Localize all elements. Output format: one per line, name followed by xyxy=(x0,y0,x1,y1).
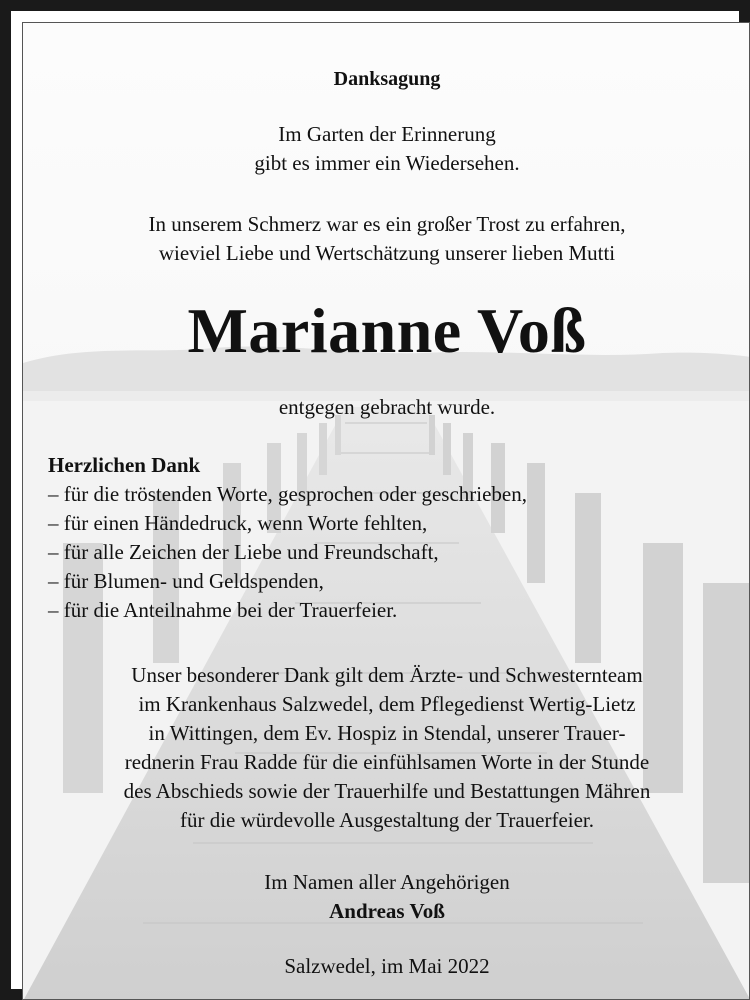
intro-line: wieviel Liebe und Wertschätzung unserer lieben Mutti xyxy=(158,241,616,265)
special-thanks-line: Unser besonderer Dank gilt dem Ärzte- und Schwesternteam xyxy=(131,663,643,687)
special-thanks-line: des Abschieds sowie der Trauerhilfe und Bestattungen Mähren xyxy=(123,779,651,803)
thanks-list-heading: Herzlichen Dank xyxy=(48,453,201,477)
notice-inner xyxy=(22,22,750,1000)
signature-line: Im Namen aller Angehörigen xyxy=(264,870,510,894)
place-date: Salzwedel, im Mai 2022 xyxy=(284,954,490,978)
poem xyxy=(23,120,750,178)
list-item: – für alle Zeichen der Liebe und Freundschaft, xyxy=(48,540,439,564)
list-item: – für die tröstenden Worte, gesprochen oder geschrieben, xyxy=(48,482,528,506)
deceased-name: Marianne Voß xyxy=(187,295,587,366)
signature xyxy=(23,868,750,926)
poem-line: Im Garten der Erinnerung xyxy=(278,122,496,146)
list-item: – für einen Händedruck, wenn Worte fehlten, xyxy=(48,511,428,535)
after-name-text: entgegen gebracht wurde. xyxy=(278,395,496,419)
special-thanks-line: rednerin Frau Radde für die einfühlsamen Worte in der Stunde xyxy=(124,750,650,774)
list-item: – für die Anteilnahme bei der Trauerfeier. xyxy=(48,598,398,622)
notice-heading: Danksagung xyxy=(333,68,441,90)
intro-line: In unserem Schmerz war es ein großer Trost zu erfahren, xyxy=(148,212,626,236)
poem-line: gibt es immer ein Wiedersehen. xyxy=(254,151,520,175)
special-thanks xyxy=(23,661,750,835)
signature-name: Andreas Voß xyxy=(329,899,445,923)
thanks-list xyxy=(48,451,728,625)
special-thanks-line: im Krankenhaus Salzwedel, dem Pflegedienst Wertig-Lietz xyxy=(138,692,636,716)
list-item: – für Blumen- und Geldspenden, xyxy=(48,569,324,593)
intro-text xyxy=(23,210,750,268)
special-thanks-line: in Wittingen, dem Ev. Hospiz in Stendal, unserer Trauer- xyxy=(148,721,626,745)
special-thanks-line: für die würdevolle Ausgestaltung der Trauerfeier. xyxy=(179,808,595,832)
